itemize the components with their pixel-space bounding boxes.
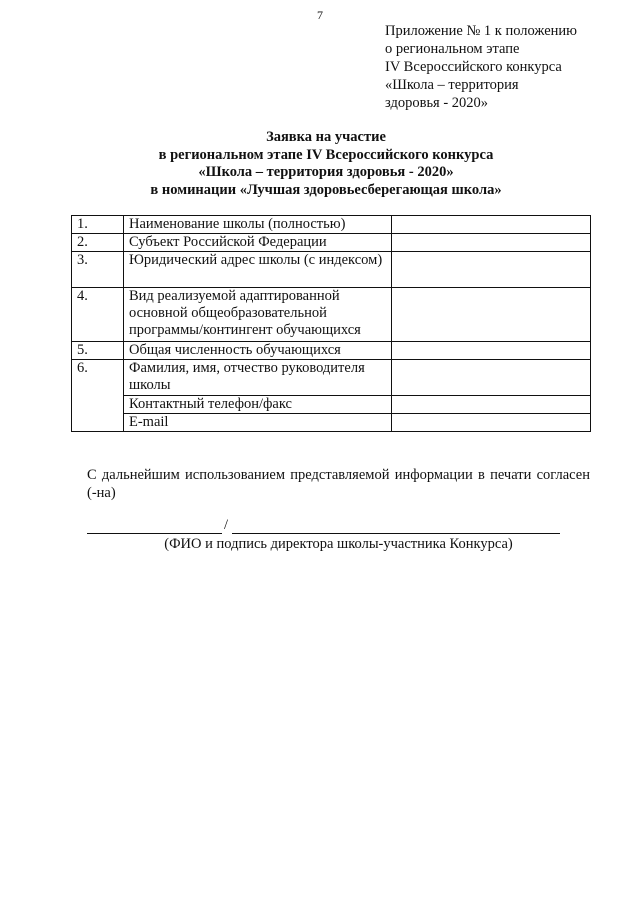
application-table — [71, 215, 591, 432]
appendix-line: о региональном этапе — [385, 41, 520, 57]
title-line: Заявка на участие — [266, 129, 386, 145]
appendix-line: здоровья - 2020» — [385, 95, 489, 111]
table-row — [72, 288, 591, 342]
row-label: Юридический адрес школы (с индексом) — [124, 252, 392, 288]
row-label: Общая численность обучающихся — [124, 342, 392, 360]
title-line: в региональном этапе IV Всероссийского конкурса — [158, 146, 494, 163]
row-value-cell[interactable] — [392, 288, 591, 342]
row-number: 1. — [72, 216, 124, 234]
row-number: 2. — [72, 234, 124, 252]
row-value-cell[interactable] — [392, 216, 591, 234]
row-label: Фамилия, имя, отчество руководителя школы — [124, 360, 392, 396]
row-label: E-mail — [124, 414, 392, 432]
row-number: 5. — [72, 342, 124, 360]
appendix-line: «Школа – территория — [385, 77, 519, 93]
row-number: 4. — [72, 288, 124, 342]
row-value-cell[interactable] — [392, 396, 591, 414]
title-line: «Школа – территория здоровья - 2020» — [198, 164, 454, 180]
row-value-cell[interactable] — [392, 414, 591, 432]
table-row — [72, 216, 591, 234]
appendix-note — [385, 22, 630, 112]
page-number: 7 — [317, 8, 323, 22]
table-row — [72, 342, 591, 360]
consent-text: С дальнейшим использованием представляемой информации в печати согласен (-на) — [87, 467, 590, 501]
name-line[interactable] — [232, 533, 560, 534]
table-row — [72, 252, 591, 288]
row-value-cell[interactable] — [392, 234, 591, 252]
row-label: Контактный телефон/факс — [124, 396, 392, 414]
row-label: Наименование школы (полностью) — [124, 216, 392, 234]
row-label: Субъект Российской Федерации — [124, 234, 392, 252]
title-line: в номинации «Лучшая здоровьесберегающая школа» — [150, 181, 502, 198]
table-row — [72, 234, 591, 252]
appendix-line: Приложение № 1 к положению — [385, 23, 578, 39]
row-value-cell[interactable] — [392, 252, 591, 288]
row-value-cell[interactable] — [392, 342, 591, 360]
signature-separator: / — [224, 517, 229, 533]
table-row — [72, 414, 591, 432]
row-number: 6. — [72, 360, 124, 432]
document-title — [70, 129, 582, 199]
row-number: 3. — [72, 252, 124, 288]
signature-caption: (ФИО и подпись директора школы-участника Конкурса) — [164, 536, 513, 552]
appendix-line: IV Всероссийского конкурса — [385, 59, 562, 75]
signature-line[interactable] — [87, 533, 222, 534]
row-label: Вид реализуемой адаптированной основной общеобразовательной программы/контингент обучающихся — [124, 288, 392, 342]
row-value-cell[interactable] — [392, 360, 591, 396]
table-row — [72, 396, 591, 414]
table-row — [72, 360, 591, 396]
